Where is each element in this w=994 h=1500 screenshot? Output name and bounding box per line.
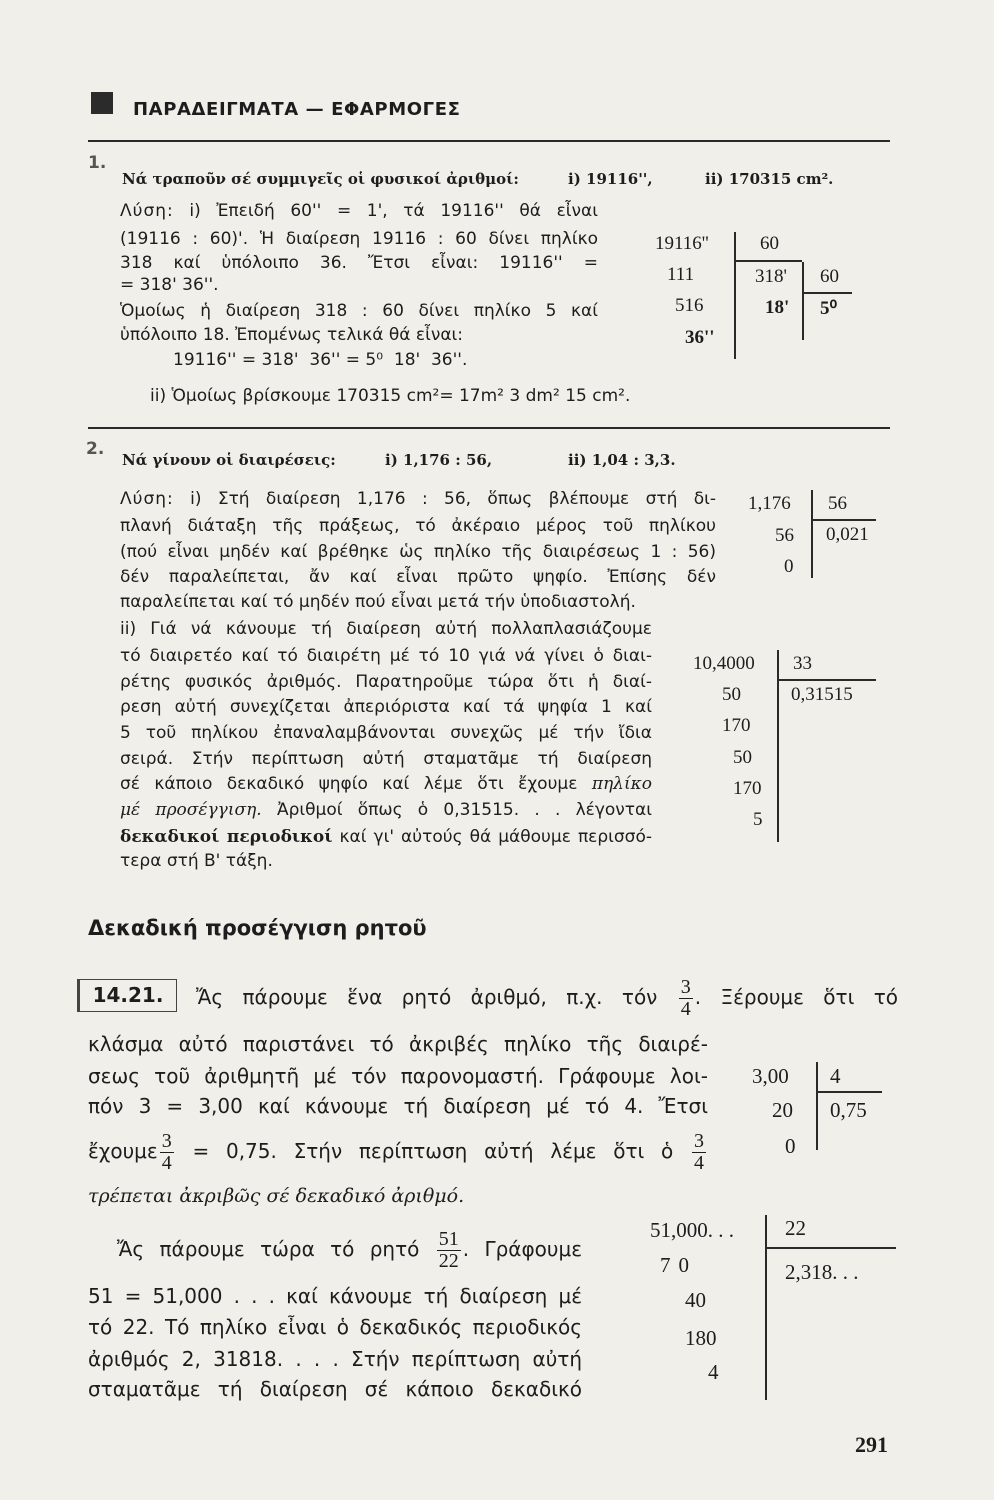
division-step: 0 [785,1134,796,1158]
fraction-numerator: 3 [694,1131,705,1152]
division-step: 170 [733,778,762,799]
text-segment: ἔχουμε [88,1139,158,1163]
solution-text: Ἀριθμοί ὅπως ὁ 0,31515. . . λέγονται [276,800,652,820]
division-divisor: 60 [760,233,779,254]
solution-text: καί γι' αὐτούς θά μάθουμε περισσό- [339,827,652,847]
division-rule-horizontal [777,679,876,681]
division-divisor: 22 [785,1216,806,1240]
division-quotient: 0,31515 [791,684,853,705]
example-2-number: 2. [86,439,105,459]
section-text-line: 51 = 51,000 . . . καί κάνουμε τή διαίρεση μέ [88,1284,582,1308]
bold-term: δεκαδικοί περιοδικοί [120,827,333,847]
division-step: 50 [722,684,741,705]
division-rule-vertical [811,490,813,578]
text-segment: . Ξέρουμε ὅτι τό [694,985,898,1009]
example-2-solution-line: 5 τοῦ πηλίκου ἐπαναλαμβάνονται συνεχῶς μέ τήν ἴδια [120,723,652,743]
solution-text: i) Στή διαίρεση 1,176 : 56, ὅπως βλέπουμε στή δι- [190,489,716,509]
fraction-denominator: 4 [161,1152,172,1174]
division-step: 70 [660,1253,697,1277]
example-2-part-ii: ii) 1,04 : 3,3. [568,451,676,469]
example-1-number: 1. [88,153,107,173]
fraction-3-4 [692,1131,706,1174]
division-divisor-2: 60 [820,266,839,287]
division-step: 516 [675,295,704,316]
page-header-title: ΠΑΡΑΔΕΙΓΜΑΤΑ — ΕΦΑΡΜΟΓΕΣ [133,99,461,120]
example-1-part-ii: ii) 170315 cm². [705,170,834,188]
division-divisor: 56 [828,493,847,514]
section-text-line: σταματᾶμε τή διαίρεση σέ κάποιο δεκαδικό [88,1377,582,1401]
section-text-line: τό 22. Τό πηλίκο εἶναι ὁ δεκαδικός περιοδικός [88,1315,582,1339]
division-step: 180 [685,1326,717,1350]
paragraph-number: 14.21. [92,983,164,1007]
example-2-solution-line [120,799,652,821]
example-1-question: Νά τραποῦν σέ συμμιγεῖς οἱ φυσικοί ἀριθμοί: [122,170,519,188]
page-number: 291 [855,1432,888,1457]
section-italic-line: τρέπεται ἀκριβῶς σέ δεκαδικό ἀριθμό. [88,1185,465,1207]
division-step: 40 [685,1288,706,1312]
example-2-part-i: i) 1,176 : 56, [385,451,493,469]
division-step: 50 [733,747,752,768]
section-text-line: πόν 3 = 3,00 καί κάνουμε τή διαίρεση μέ τό 4. Ἔτσι [88,1094,708,1118]
division-step: 111 [667,264,695,285]
division-quotient: 0,021 [826,524,869,545]
text-segment: = 0,75. Στήν περίπτωση αὐτή λέμε ὅτι ὁ [192,1139,674,1163]
example-2-solution-line: πλανή διάταξη τῆς πράξεως, τό ἀκέραιο μέρος τοῦ πηλίκου [120,516,716,536]
section-text-line: σεως τοῦ ἀριθμητῆ μέ τόν παρονομαστή. Γράφουμε λοι- [88,1064,708,1088]
division-rule-vertical [802,262,804,340]
division-rule-horizontal [802,292,852,294]
example-1-result-equation: 19116'' = 318' 36'' = 5⁰ 18' 36''. [173,350,468,370]
fraction-numerator: 51 [438,1229,459,1250]
fraction-denominator: 4 [694,1152,705,1174]
section-text-line [196,977,898,1020]
example-2-solution-line: τερα στή Β' τάξη. [120,851,273,871]
fraction-numerator: 3 [680,977,691,998]
example-2-solution-line: (πού εἶναι μηδέν καί βρέθηκε ὡς πηλίκο τῆς διαιρέσεως 1 : 56) [120,542,716,562]
example-2-solution-line: σειρά. Στήν περίπτωση αὐτή σταματᾶμε τή διαίρεση [120,749,652,769]
solution-text: σέ κάποιο δεκαδικό ψηφίο καί λέμε ὅτι ἔχουμε [120,774,578,794]
example-2-solution-line: ρεση αὐτή συνεχίζεται ἀπεριόριστα καί τά ψηφία 1 καί [120,697,652,717]
example-2-solution-line: δέν παραλείπεται, ἄν καί εἶναι πρῶτο ψηφίο. Ἐπίσης δέν [120,567,716,587]
fraction-51-22 [437,1229,461,1272]
division-divisor: 4 [830,1064,841,1088]
division-step: 5 [753,809,763,830]
text-segment: Ἄς πάρουμε τώρα τό ρητό [117,1237,420,1261]
division-quotient: 0,75 [830,1098,867,1122]
example-2-solution-line [120,488,716,510]
paragraph-number-box [77,979,177,1012]
division-step: 0 [784,556,794,577]
division-rule-horizontal [811,519,876,521]
solution-label: Λύση: [120,489,174,509]
example-1-solution-line: ὑπόλοιπο 18. Ἐπομένως τελικά θά εἶναι: [120,325,464,345]
example-1-solution-line: Ὁμοίως ἡ διαίρεση 318 : 60 δίνει πηλίκο 5 καί [120,301,598,321]
section-text-line [88,1131,708,1174]
example-2-solution-line: ρέτης φυσικός ἀριθμός. Παρατηροῦμε τώρα ὅτι ἡ διαί- [120,672,652,692]
fraction-numerator: 3 [161,1131,172,1152]
division-rule-horizontal [734,260,802,262]
fraction-denominator: 22 [438,1250,459,1272]
division-dividend: 10,4000 [693,653,755,674]
example-1-part-i: i) 19116'', [568,170,653,188]
division-step: 56 [775,525,794,546]
example-separator-rule [88,427,890,429]
example-2-question: Νά γίνουν οἱ διαιρέσεις: [122,451,336,469]
division-step: 170 [722,715,751,736]
division-rule-horizontal [816,1091,882,1093]
division-dividend: 1,176 [748,493,791,514]
division-rule-vertical [816,1062,818,1150]
section-heading: Δεκαδική προσέγγιση ρητοῦ [88,916,427,940]
example-1-solution-line: (19116 : 60)'. Ἡ διαίρεση 19116 : 60 δίνει πηλίκο [120,229,598,249]
division-dividend: 51,000. . . [650,1218,734,1242]
division-step: 20 [772,1098,793,1122]
division-dividend: 19116'' [655,233,709,254]
division-remainder: 18' [765,297,790,318]
solution-label: Λύση: [120,201,174,221]
division-quotient: 2,318. . . [785,1260,859,1284]
division-step: 4 [708,1360,719,1384]
fraction-denominator: 4 [680,998,691,1020]
section-text-line [117,1229,582,1272]
example-1-solution-line: 318 καί ὑπόλοιπο 36. Ἔτσι εἶναι: 19116'' = [120,253,598,273]
fraction-3-4 [160,1131,174,1174]
example-2-solution-line: παραλείπεται καί τό μηδέν πού εἶναι μετά τήν ὑποδιαστολή. [120,592,636,612]
division-quotient: 318' [755,266,787,287]
division-rule-vertical [734,232,736,359]
italic-term: πηλίκο [591,774,652,794]
example-1-solution-line [120,200,598,222]
header-rule [88,140,890,142]
example-2-solution-line: ii) Γιά νά κάνουμε τή διαίρεση αὐτή πολλαπλασιάζουμε [120,619,652,639]
example-2-solution-line [120,826,652,848]
division-divisor: 33 [793,653,812,674]
section-text-line: κλάσμα αὐτό παριστάνει τό ἀκριβές πηλίκο τῆς διαιρέ- [88,1032,708,1056]
text-segment: Ἄς πάρουμε ἕνα ρητό ἀριθμό, π.χ. τόν [196,985,658,1009]
example-1-solution-line: ii) Ὁμοίως βρίσκουμε 170315 cm²= 17m² 3 dm² 15 cm². [150,386,631,406]
division-dividend: 3,00 [752,1064,789,1088]
division-rule-vertical [765,1215,767,1400]
example-1-solution-line: = 318' 36''. [120,275,219,295]
example-2-solution-line [120,773,652,795]
example-2-solution-line: τό διαιρετέο καί τό διαιρέτη μέ τό 10 γιά νά γίνει ὁ διαι- [120,646,652,666]
solution-text: i) Ἐπειδή 60'' = 1', τά 19116'' θά εἶναι [189,201,598,221]
division-step: 36'' [685,327,715,348]
italic-term: μέ προσέγγιση. [120,800,262,820]
fraction-3-4 [679,977,693,1020]
text-segment: . Γράφουμε [462,1237,582,1261]
section-text-line: ἀριθμός 2, 31818. . . . Στήν περίπτωση αὐτή [88,1347,582,1371]
division-rule-horizontal [765,1247,896,1249]
header-marker-square [91,92,113,114]
division-quotient-2: 5⁰ [820,298,838,319]
